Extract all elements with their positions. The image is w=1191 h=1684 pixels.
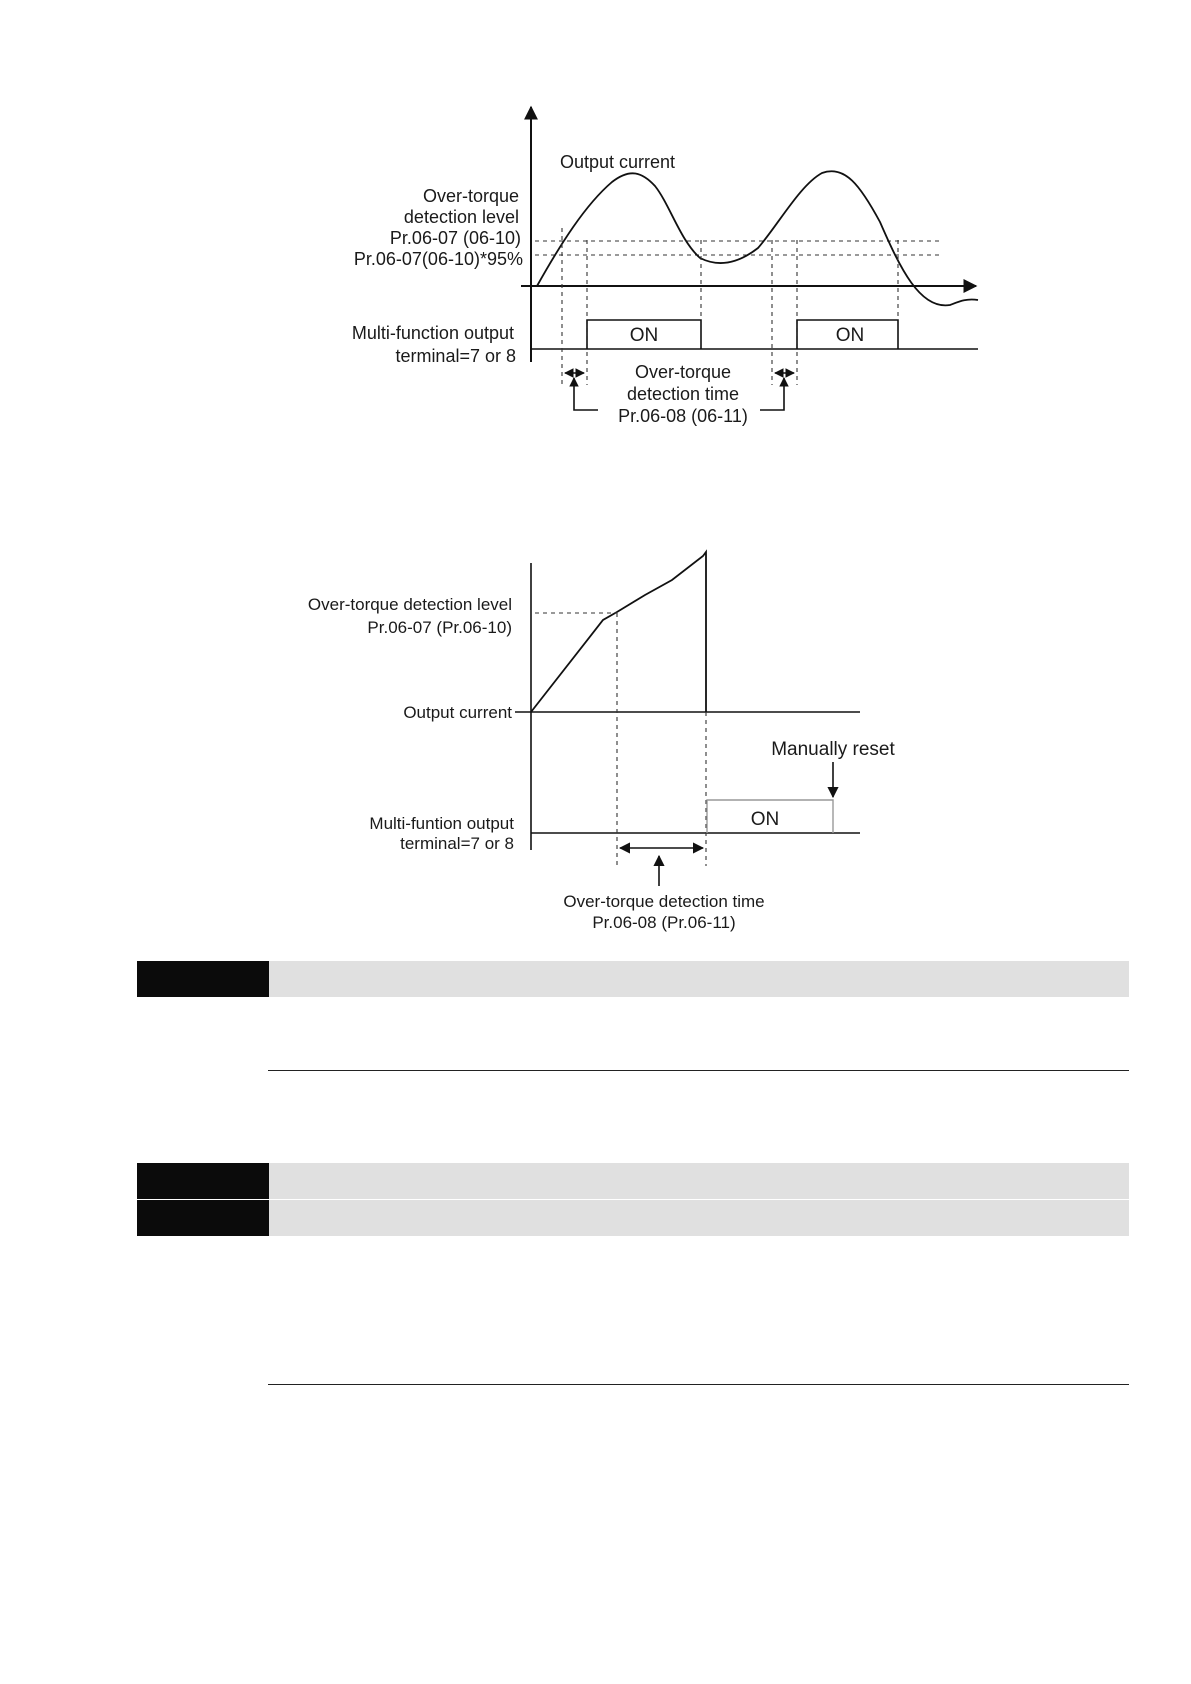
output-current-label: Output current	[560, 152, 676, 172]
param-code-cell	[137, 1163, 269, 1199]
param-title-cell	[269, 1200, 1129, 1236]
level-label-line-2: Pr.06-07 (Pr.06-10)	[367, 618, 512, 637]
output-current-ramp	[531, 552, 706, 712]
time-callout-right	[760, 378, 784, 410]
level-label-line-1: Over-torque	[422, 186, 519, 206]
terminal-label-line-2: terminal=7 or 8	[395, 346, 516, 366]
terminal-label-line-1: Multi-function output	[351, 323, 514, 343]
time-callout-left	[574, 378, 598, 410]
section-divider-2	[268, 1384, 1129, 1385]
on-label-1: ON	[629, 325, 659, 346]
output-current-label: Output current	[403, 703, 512, 722]
terminal-label-line-2: terminal=7 or 8	[400, 834, 514, 853]
time-label-line-1: Over-torque	[634, 362, 732, 382]
time-label-line-1: Over-torque detection time	[563, 892, 765, 911]
manual-reset-label: Manually reset	[771, 739, 895, 760]
over-torque-timing-diagram-2	[0, 530, 1191, 940]
over-torque-timing-diagram-1	[0, 0, 1191, 450]
time-label-line-3: Pr.06-08 (06-11)	[618, 406, 748, 426]
param-title-cell	[269, 1163, 1129, 1199]
time-label-line-2: Pr.06-08 (Pr.06-11)	[592, 913, 736, 932]
level-label-line-3: Pr.06-07 (06-10)	[389, 228, 521, 248]
terminal-label-line-1: Multi-funtion output	[369, 814, 514, 833]
param-title-cell	[269, 961, 1129, 997]
on-label: ON	[750, 809, 780, 830]
on-label-2: ON	[835, 325, 865, 346]
time-label-line-2: detection time	[626, 384, 740, 404]
section-divider-1	[268, 1070, 1129, 1071]
level-label-line-1: Over-torque detection level	[307, 595, 512, 614]
level-label-line-2: detection level	[403, 207, 519, 227]
param-code-cell	[137, 1200, 269, 1236]
param-code-cell	[137, 961, 269, 997]
level95-label: Pr.06-07(06-10)*95%	[353, 249, 523, 269]
